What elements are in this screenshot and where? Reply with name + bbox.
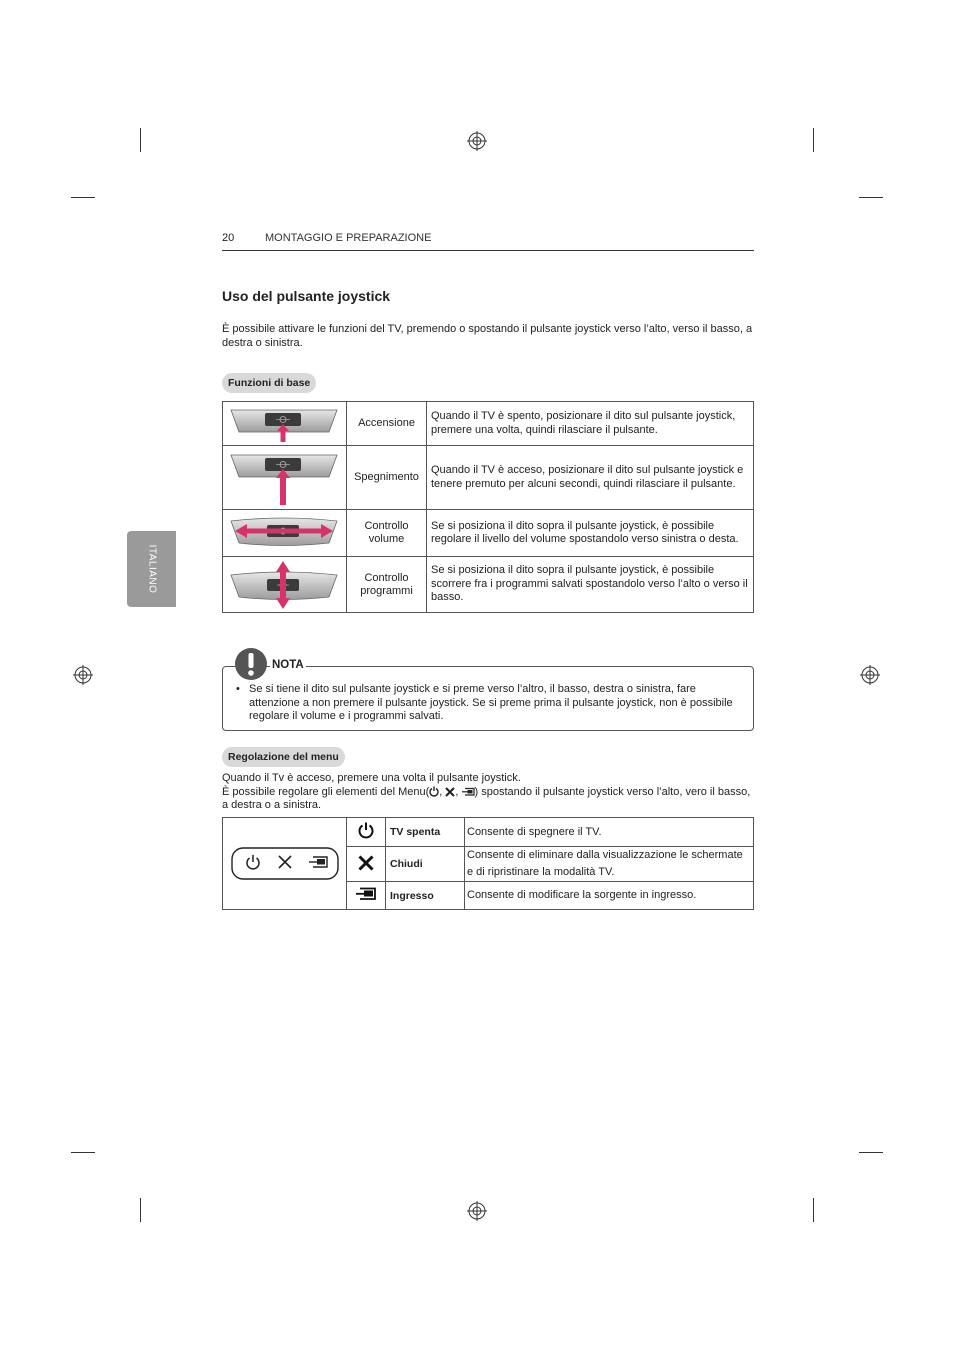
- close-icon: [358, 855, 374, 871]
- function-description: Quando il TV è acceso, posizionare il dito sul pulsante joystick e tenere premuto per alcuni secondi, quindi rilasciare il pulsante.: [427, 446, 754, 510]
- table-row: [223, 557, 754, 613]
- function-description: Se si posiziona il dito sopra il pulsante joystick, è possibile scorrere fra i programmi salvati spostandolo verso l’alto o verso il basso.: [427, 557, 754, 613]
- language-tab-label: ITALIANO: [146, 544, 157, 594]
- menu-table: [222, 817, 754, 910]
- table-row: [223, 402, 754, 446]
- table-row: [223, 510, 754, 557]
- menu-item-description: Consente di spegnere il TV.: [465, 818, 754, 847]
- function-name: Spegnimento: [347, 446, 427, 510]
- menu-intro-line1: Quando il Tv è acceso, premere una volta il pulsante joystick.: [222, 772, 521, 784]
- menu-item-name: Chiudi: [386, 847, 465, 882]
- crop-mark: [140, 1198, 141, 1222]
- joystick-hold-icon: [223, 446, 347, 510]
- joystick-left-right-icon: [223, 510, 347, 557]
- crop-mark: [71, 1152, 95, 1153]
- menu-item-name: TV spenta: [386, 818, 465, 847]
- menu-intro: [222, 772, 756, 813]
- header-rule: [222, 250, 754, 251]
- basic-functions-table: [222, 401, 754, 613]
- crop-mark: [140, 128, 141, 152]
- input-icon: [462, 787, 475, 797]
- table-row: [223, 818, 754, 847]
- table-row: [223, 446, 754, 510]
- function-description: Quando il TV è spento, posizionare il dito sul pulsante joystick, premere una volta, quindi rilasciare il pulsante.: [427, 402, 754, 446]
- registration-mark-icon: [467, 131, 487, 151]
- crop-mark: [813, 1198, 814, 1222]
- menu-power-cell: [347, 818, 386, 847]
- function-description: Se si posiziona il dito sopra il pulsante joystick, è possibile regolare il livello del volume spostandolo verso sinistra o desta.: [427, 510, 754, 557]
- input-icon: [356, 887, 376, 901]
- page-number: 20: [222, 232, 235, 244]
- menu-adjust-label: Regolazione del menu: [222, 747, 345, 767]
- function-name: Accensione: [347, 402, 427, 446]
- joystick-up-down-icon: [223, 557, 347, 613]
- menu-item-description: Consente di eliminare dalla visualizzazione le schermate e di ripristinare la modalità TV.: [465, 847, 754, 882]
- function-name: Controllo programmi: [347, 557, 427, 613]
- crop-mark: [859, 197, 883, 198]
- intro-paragraph: È possibile attivare le funzioni del TV, premendo o spostando il pulsante joystick verso l’alto, verso il basso, a destra o sinistra.: [222, 323, 753, 349]
- close-icon: [445, 787, 455, 797]
- note-label: NOTA: [272, 659, 304, 671]
- registration-mark-icon: [467, 1201, 487, 1221]
- basic-functions-label: Funzioni di base: [222, 373, 316, 393]
- note-text: Se si tiene il dito sul pulsante joystick e si preme verso l’altro, il basso, destra o sinistra, fare attenzione a non premere il pulsante joystick. Se si preme prima il pulsante joystick, non è possibile regolare il volume e i programmi salvati.: [249, 683, 733, 722]
- crop-mark: [859, 1152, 883, 1153]
- crop-mark: [813, 128, 814, 152]
- registration-mark-icon: [860, 665, 880, 685]
- power-icon: [358, 822, 374, 839]
- menu-input-cell: [347, 882, 386, 910]
- crop-mark: [71, 197, 95, 198]
- menu-item-name: Ingresso: [386, 882, 465, 910]
- note-bullet: •: [236, 683, 240, 695]
- section-title: MONTAGGIO E PREPARAZIONE: [265, 232, 432, 244]
- power-icon: [429, 786, 439, 797]
- menu-intro-line2: È possibile regolare gli elementi del Menu( , , ) spostando il pulsante joystick verso l’alto, vero il basso, a destra o a sinistra.: [222, 785, 751, 811]
- joystick-press-up-icon: [223, 402, 347, 446]
- registration-mark-icon: [73, 665, 93, 685]
- menu-item-description: Consente di modificare la sorgente in ingresso.: [465, 882, 754, 910]
- language-tab: [127, 531, 176, 607]
- menu-preview: [223, 818, 347, 910]
- menu-close-cell: [347, 847, 386, 882]
- warning-icon: [234, 647, 268, 681]
- section-heading: Uso del pulsante joystick: [222, 288, 391, 304]
- function-name: Controllo volume: [347, 510, 427, 557]
